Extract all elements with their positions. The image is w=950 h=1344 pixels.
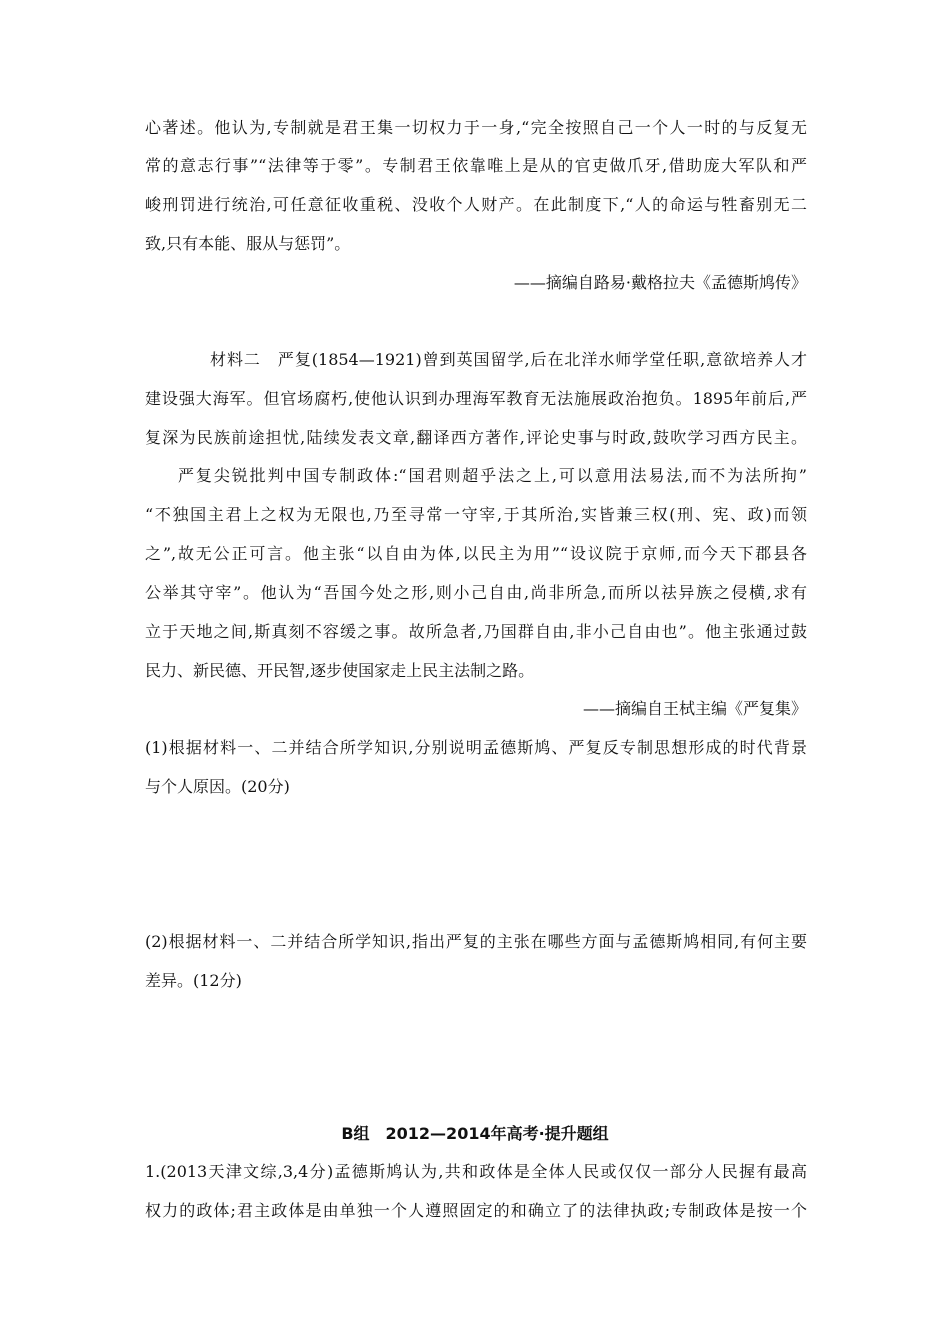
material1-line: 致,只有本能、服从与惩罚”。	[145, 234, 351, 253]
material2-line: 复深为民族前途担忧,陆续发表文章,翻译西方著作,评论史事与时政,鼓吹学习西方民主。	[145, 428, 807, 447]
material1-line: 峻刑罚进行统治,可任意征收重税、没收个人财产。在此制度下,“人的命运与牲畜别无二	[145, 195, 807, 214]
material2-line: 公举其守宰”。他认为“吾国今处之形,则小己自由,尚非所急,而所以祛异族之侵横,求有	[145, 583, 807, 602]
material2-line: 之”,故无公正可言。他主张“以自由为体,以民主为用”“设议院于京师,而今天下郡县各	[145, 544, 807, 563]
material2-line: 建设强大海军。但官场腐朽,使他认识到办理海军教育无法施展政治抱负。1895年前后,严	[145, 389, 807, 408]
material1-source: ——摘编自路易·戴格拉夫《孟德斯鸠传》	[513, 273, 807, 292]
section-b-line: 1.(2013天津文综,3,4分)孟德斯鸠认为,共和政体是全体人民或仅仅一部分人民握有最高	[145, 1162, 807, 1181]
section-b-heading: B组 2012—2014年高考·提升题组	[341, 1124, 609, 1143]
material2-line: 立于天地之间,斯真刻不容缓之事。故所急者,乃国群自由,非小己自由也”。他主张通过鼓	[145, 622, 807, 641]
question2-line: (2)根据材料一、二并结合所学知识,指出严复的主张在哪些方面与孟德斯鸠相同,有何主要	[145, 932, 807, 951]
material1-line: 常的意志行事”“法律等于零”。专制君王依靠唯上是从的官吏做爪牙,借助庞大军队和严	[145, 156, 807, 175]
material2-line: 民力、新民德、开民智,逐步使国家走上民主法制之路。	[145, 661, 535, 680]
question1-line: (1)根据材料一、二并结合所学知识,分别说明孟德斯鸠、严复反专制思想形成的时代背景	[145, 738, 807, 757]
material2-line: “不独国主君上之权为无限也,乃至寻常一守宰,于其所治,实皆兼三权(刑、宪、政)而领	[145, 505, 807, 524]
material2-line: 材料二 严复(1854—1921)曾到英国留学,后在北洋水师学堂任职,意欲培养人才	[210, 350, 807, 369]
question1-line: 与个人原因。(20分)	[145, 777, 290, 796]
question2-line: 差异。(12分)	[145, 971, 242, 990]
material2-line: 严复尖锐批判中国专制政体:“国君则超乎法之上,可以意用法易法,而不为法所拘”	[178, 466, 807, 485]
section-b-line: 权力的政体;君主政体是由单独一个人遵照固定的和确立了的法律执政;专制政体是按一个	[145, 1201, 807, 1220]
material1-line: 心著述。他认为,专制就是君王集一切权力于一身,“完全按照自己一个人一时的与反复无	[145, 118, 807, 137]
material2-source: ——摘编自王栻主编《严复集》	[582, 699, 807, 718]
